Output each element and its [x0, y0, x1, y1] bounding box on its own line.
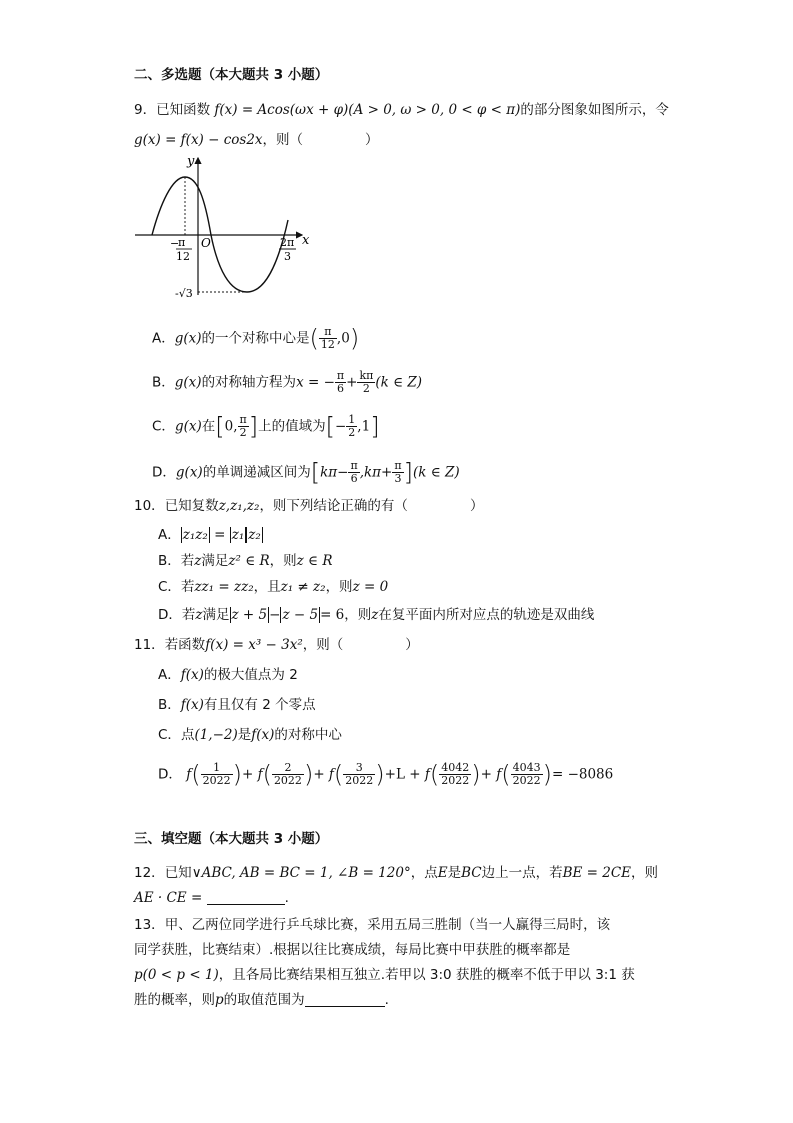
right-tick-den: 3	[284, 250, 291, 263]
q13-line4: 胜的概率，则p的取值范围为 .	[134, 992, 389, 1008]
q11-option-a: A．f(x)的极大值点为 2	[158, 667, 298, 683]
q9-option-c: C．g(x)在[0, $\frac{\pi}{2}$ ]上的值域为[− $\frac{1}{2}$ ,1]	[152, 412, 380, 441]
q9-stem-b: 的部分图象如图所示，令	[520, 102, 669, 118]
section-heading-fill-blank: 三、填空题（本大题共 3 小题）	[134, 831, 329, 847]
x-axis-label: x	[302, 233, 310, 248]
q10-option-a: A． z₁z₂ = z₁ z₂	[158, 527, 261, 543]
q9-stem-line2	[134, 131, 379, 149]
q10-stem: 10．已知复数z,z₁,z₂，则下列结论正确的有（ ）	[134, 498, 484, 514]
q9-option-b: B．g(x)的对称轴方程为x = − $\frac{\pi}{6}$ + $\frac{k\pi}{2}$ (k ∈ Z)	[152, 369, 423, 395]
q10-option-c: C．若zz₁ = zz₂，且z₁ ≠ z₂，则z = 0	[158, 579, 389, 595]
left-tick-sign: −	[170, 237, 180, 250]
q11-stem: 11．若函数f(x) = x³ − 3x²，则（ ）	[134, 637, 419, 653]
y-axis-label: y	[187, 154, 195, 169]
q12-stem-line2: AE · CE = .	[134, 890, 289, 906]
q9-stem-line1	[134, 101, 669, 119]
q10-option-b: B．若z满足z² ∈ R，则z ∈ R	[158, 553, 333, 569]
section-heading-multi-choice: 二、多选题（本大题共 3 小题）	[134, 67, 329, 83]
q9-close-paren: ）	[365, 132, 379, 148]
q9-stem-a: 已知函数	[156, 102, 211, 118]
q10-option-d: D．若z满足 z + 5 − z − 5 = 6，则z在复平面内所对应点的轨迹是双曲线	[158, 607, 595, 623]
q9-function-graph	[130, 150, 320, 300]
origin-label: O	[201, 236, 211, 250]
q11-option-c: C．点(1,−2)是f(x)的对称中心	[158, 727, 342, 743]
right-tick-num: 2π	[280, 236, 295, 249]
q9-g-definition: g(x) = f(x) − cos2x	[134, 132, 263, 148]
q13-answer-blank[interactable]	[305, 992, 385, 1007]
q9-number: 9．	[134, 102, 157, 118]
q13-line2: 同学获胜，比赛结束）.根据以往比赛成绩，每局比赛中甲获胜的概率都是	[134, 942, 571, 958]
left-tick-num: π	[178, 236, 186, 249]
q13-line1: 13．甲、乙两位同学进行乒乓球比赛，采用五局三胜制（当一人赢得三局时，该	[134, 917, 611, 933]
q12-answer-blank[interactable]	[207, 890, 285, 905]
q9-option-a: A．g(x)的一个对称中心是( $\frac{\pi}{12}$ ,0)	[152, 324, 360, 353]
min-value-label: -√3	[175, 287, 193, 300]
left-tick-den: 12	[176, 250, 190, 263]
q9-stem-c: ，则（	[262, 132, 304, 148]
q11-option-d: D． f( $\frac{1}{2022}$ )+ f( $\frac{2}{2022}$ )+ f( $\frac{3}{2022}$ )+L + f( $\frac{4042}{2022}$ )+ f( $\frac{4043}{2022}$ )= −8086	[158, 760, 614, 789]
q9-function: f(x) = Acos(ωx + φ)(A > 0, ω > 0, 0 < φ < π)	[214, 102, 521, 118]
q12-stem-line1: 12．已知∨ABC, AB = BC = 1, ∠B = 120°，点E是BC边上一点，若BE = 2CE，则	[134, 865, 659, 881]
q13-line3: p(0 < p < 1)，且各局比赛结果相互独立.若甲以 3:0 获胜的概率不低于甲以 3:1 获	[134, 967, 635, 983]
q9-option-d: D．g(x)的单调递减区间为[kπ− $\frac{\pi}{6}$ ,kπ+ $\frac{\pi}{3}$ ](k ∈ Z)	[152, 458, 460, 487]
q11-option-b: B．f(x)有且仅有 2 个零点	[158, 697, 316, 713]
